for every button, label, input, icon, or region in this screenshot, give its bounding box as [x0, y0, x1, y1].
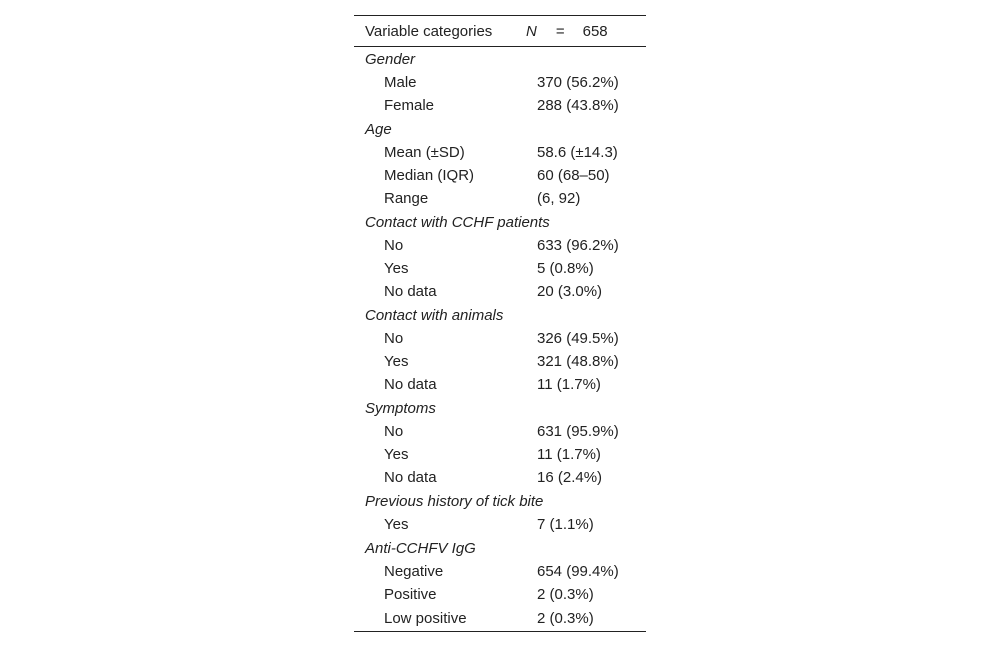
- group-title: Age: [365, 120, 392, 138]
- demographics-table-container: [354, 15, 646, 632]
- row-label: No data: [384, 469, 437, 486]
- group-row: [354, 210, 646, 234]
- table-row: [354, 280, 646, 303]
- table-row: [354, 141, 646, 164]
- row-value: 20 (3.0%): [537, 283, 603, 300]
- row-value: 321 (48.8%): [537, 353, 619, 370]
- table-header: [354, 16, 646, 47]
- table-row: [354, 466, 646, 489]
- group-title: Contact with CCHF patients: [365, 213, 550, 231]
- table-row: [354, 350, 646, 373]
- row-value: 631 (95.9%): [537, 423, 619, 440]
- header-sample-size: [526, 16, 646, 47]
- row-label: Yes: [384, 446, 409, 463]
- header-equals: =: [555, 22, 565, 40]
- row-value: 2 (0.3%): [526, 606, 646, 632]
- row-value: 11 (1.7%): [537, 376, 601, 393]
- row-value: 5 (0.8%): [537, 260, 594, 277]
- row-label: Positive: [384, 586, 437, 603]
- row-value: 11 (1.7%): [537, 446, 601, 463]
- row-value: 288 (43.8%): [537, 97, 619, 114]
- group-title: Anti-CCHFV IgG: [365, 539, 476, 557]
- group-title: Previous history of tick bite: [365, 492, 544, 510]
- row-label: No: [384, 423, 404, 440]
- group-row: [354, 489, 646, 513]
- row-value: 2 (0.3%): [537, 586, 594, 603]
- row-value: 370 (56.2%): [537, 74, 619, 91]
- row-label: Mean (±SD): [384, 144, 465, 161]
- row-value: 60 (68–50): [537, 167, 610, 184]
- demographics-table: [354, 15, 646, 632]
- row-value: 16 (2.4%): [537, 469, 603, 486]
- group-title: Gender: [365, 50, 416, 68]
- row-value: 7 (1.1%): [537, 516, 594, 533]
- header-row: [354, 16, 646, 47]
- table-row: [354, 257, 646, 280]
- table-row: [354, 606, 646, 632]
- row-label: Low positive: [354, 606, 526, 632]
- group-row: [354, 117, 646, 141]
- group-row: [354, 303, 646, 327]
- row-label: Range: [384, 190, 429, 207]
- row-label: Female: [384, 97, 435, 114]
- table-row: [354, 373, 646, 396]
- row-value: 654 (99.4%): [537, 563, 619, 580]
- row-label: Yes: [384, 260, 409, 277]
- table-row: [354, 513, 646, 536]
- row-label: Median (IQR): [384, 167, 475, 184]
- table-row: [354, 560, 646, 583]
- table-row: [354, 583, 646, 606]
- table-row: [354, 164, 646, 187]
- row-label: No data: [384, 283, 437, 300]
- group-row: [354, 47, 646, 72]
- table-row: [354, 420, 646, 443]
- table-row: [354, 234, 646, 257]
- group-row: [354, 536, 646, 560]
- row-value: 58.6 (±14.3): [537, 144, 618, 161]
- row-label: Negative: [384, 563, 444, 580]
- group-title: Contact with animals: [365, 306, 504, 324]
- row-label: Male: [384, 74, 417, 91]
- group-row: [354, 396, 646, 420]
- row-label: No: [384, 237, 404, 254]
- group-title: Symptoms: [365, 399, 436, 417]
- header-variable-categories: Variable categories: [354, 16, 526, 47]
- table-row: [354, 443, 646, 466]
- row-value: 326 (49.5%): [537, 330, 619, 347]
- row-label: No data: [384, 376, 437, 393]
- row-label: Yes: [384, 353, 409, 370]
- row-label: No: [384, 330, 404, 347]
- row-label: Yes: [384, 516, 409, 533]
- table-row: [354, 71, 646, 94]
- header-n-value: 658: [582, 22, 608, 40]
- header-n-symbol: N: [526, 22, 537, 40]
- table-row: [354, 187, 646, 210]
- table-row: [354, 94, 646, 117]
- row-value: (6, 92): [537, 190, 581, 207]
- table-row: [354, 327, 646, 350]
- row-value: 633 (96.2%): [537, 237, 619, 254]
- table-body: [354, 47, 646, 632]
